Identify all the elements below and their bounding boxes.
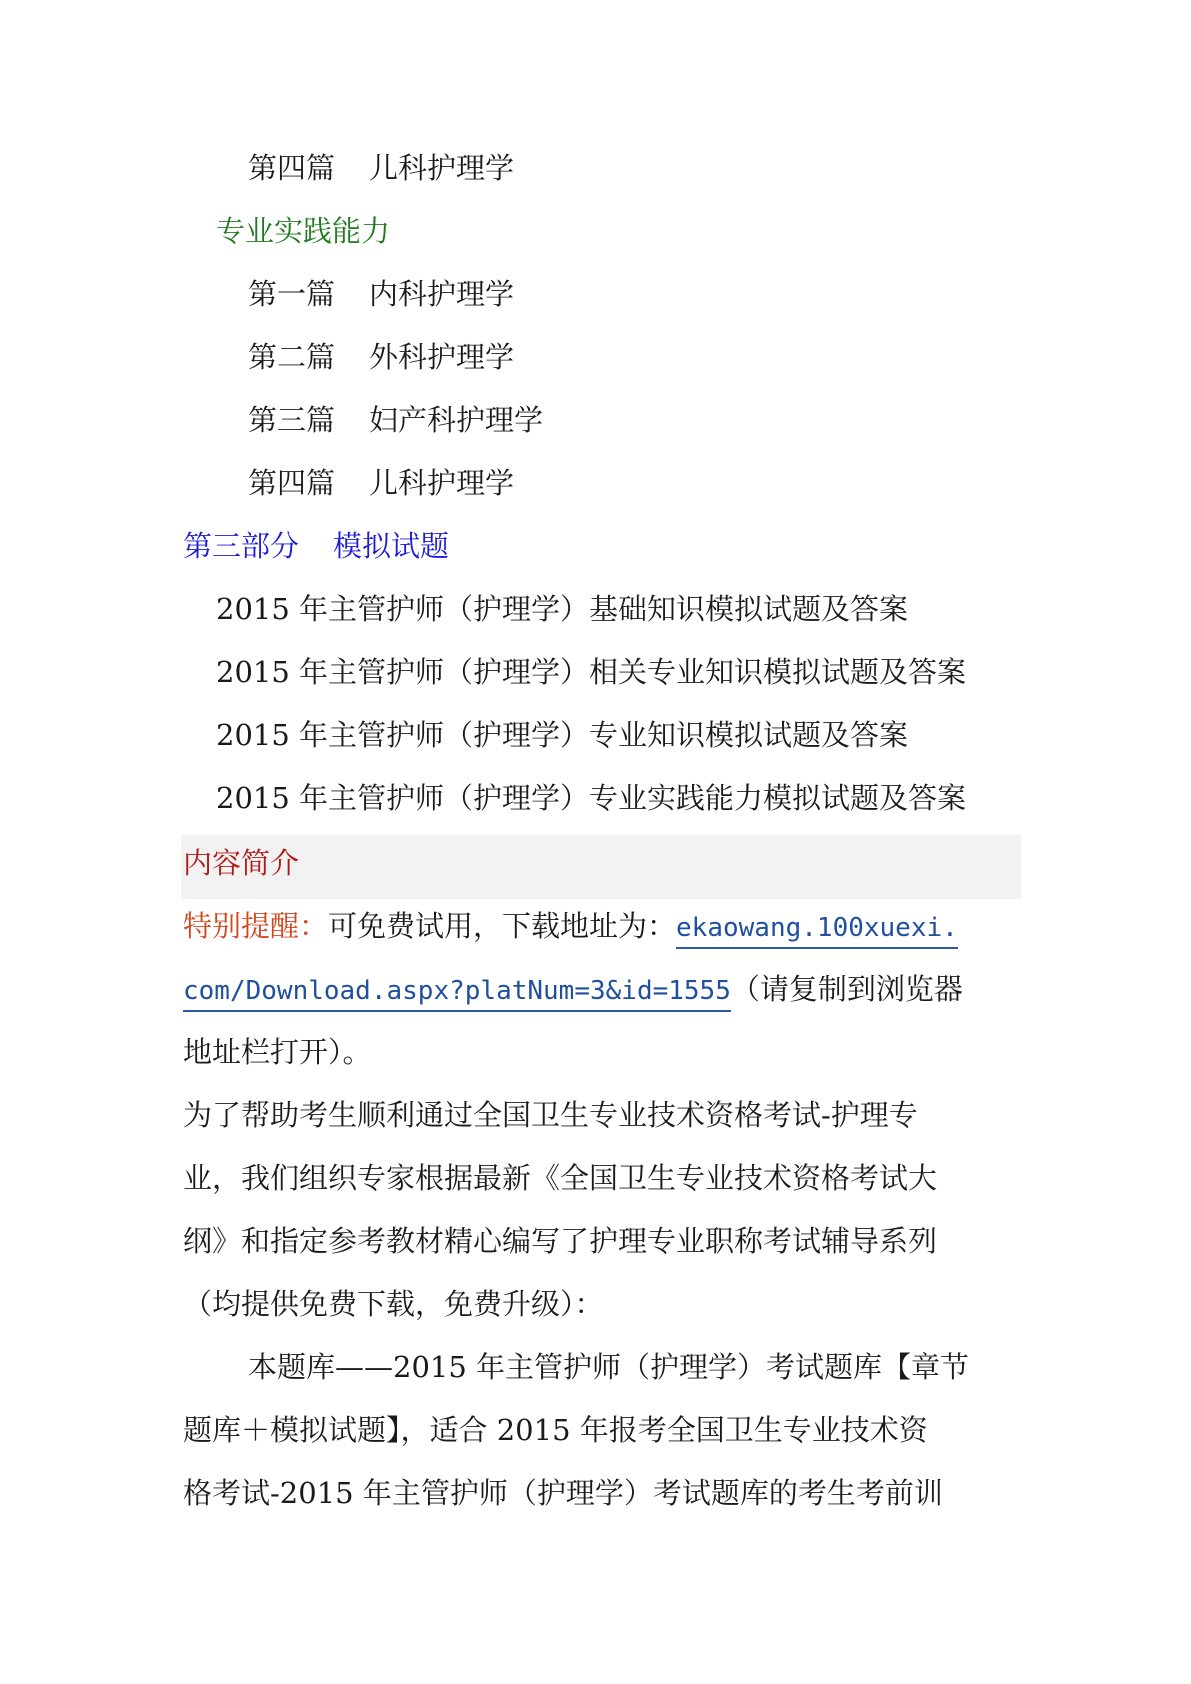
paragraph-line: 题库＋模拟试题】，适合 2015 年报考全国卫生专业技术资 bbox=[183, 1413, 928, 1447]
toc-item-title: 儿科护理学 bbox=[369, 151, 515, 185]
intro-heading: 内容简介 bbox=[183, 846, 300, 880]
toc-item: 2015 年主管护师（护理学）专业实践能力模拟试题及答案 bbox=[216, 781, 967, 815]
toc-item-title: 妇产科护理学 bbox=[369, 403, 544, 437]
toc-item: 2015 年主管护师（护理学）相关专业知识模拟试题及答案 bbox=[216, 655, 967, 689]
paragraph-line: 格考试-2015 年主管护师（护理学）考试题库的考生考前训 bbox=[183, 1476, 943, 1510]
download-link[interactable]: ekaowang.100xuexi. bbox=[676, 913, 958, 949]
toc-item: 2015 年主管护师（护理学）专业知识模拟试题及答案 bbox=[216, 718, 909, 752]
toc-item-number: 第三篇 bbox=[248, 403, 336, 437]
reminder-text: （请复制到浏览器 bbox=[730, 972, 963, 1006]
paragraph-line: 业，我们组织专家根据最新《全国卫生专业技术资格考试大 bbox=[183, 1161, 938, 1195]
heading-highlight bbox=[181, 835, 1021, 899]
reminder-line bbox=[183, 969, 963, 1011]
toc-item-number: 第二篇 bbox=[248, 340, 336, 374]
toc-item bbox=[248, 148, 514, 188]
paragraph-line: 本题库——2015 年主管护师（护理学）考试题库【章节 bbox=[248, 1350, 970, 1384]
reminder-text: 可免费试用，下载地址为： bbox=[328, 909, 677, 943]
toc-item bbox=[248, 274, 514, 314]
toc-item-number: 第四篇 bbox=[248, 466, 336, 500]
toc-item bbox=[248, 463, 514, 503]
reminder-end: 地址栏打开）。 bbox=[183, 1035, 372, 1069]
paragraph-line: 纲》和指定参考教材精心编写了护理专业职称考试辅导系列 bbox=[183, 1224, 938, 1258]
toc-item-number: 第四篇 bbox=[248, 151, 336, 185]
toc-item-title: 内科护理学 bbox=[369, 277, 515, 311]
paragraph-line: 为了帮助考生顺利通过全国卫生专业技术资格考试-护理专 bbox=[183, 1098, 918, 1132]
part-title: 模拟试题 bbox=[333, 529, 450, 563]
toc-item-number: 第一篇 bbox=[248, 277, 336, 311]
download-link[interactable]: com/Download.aspx?platNum=3&id=1555 bbox=[183, 976, 731, 1012]
toc-item bbox=[248, 400, 543, 440]
toc-item bbox=[248, 337, 514, 377]
toc-item-title: 外科护理学 bbox=[369, 340, 515, 374]
toc-item: 2015 年主管护师（护理学）基础知识模拟试题及答案 bbox=[216, 592, 909, 626]
reminder-line bbox=[183, 906, 958, 948]
paragraph-line: （均提供免费下载，免费升级）： bbox=[183, 1287, 604, 1321]
toc-part-heading bbox=[183, 526, 449, 566]
reminder-label: 特别提醒： bbox=[183, 909, 329, 943]
part-number: 第三部分 bbox=[183, 529, 300, 563]
toc-section-heading: 专业实践能力 bbox=[216, 214, 391, 248]
toc-item-title: 儿科护理学 bbox=[369, 466, 515, 500]
